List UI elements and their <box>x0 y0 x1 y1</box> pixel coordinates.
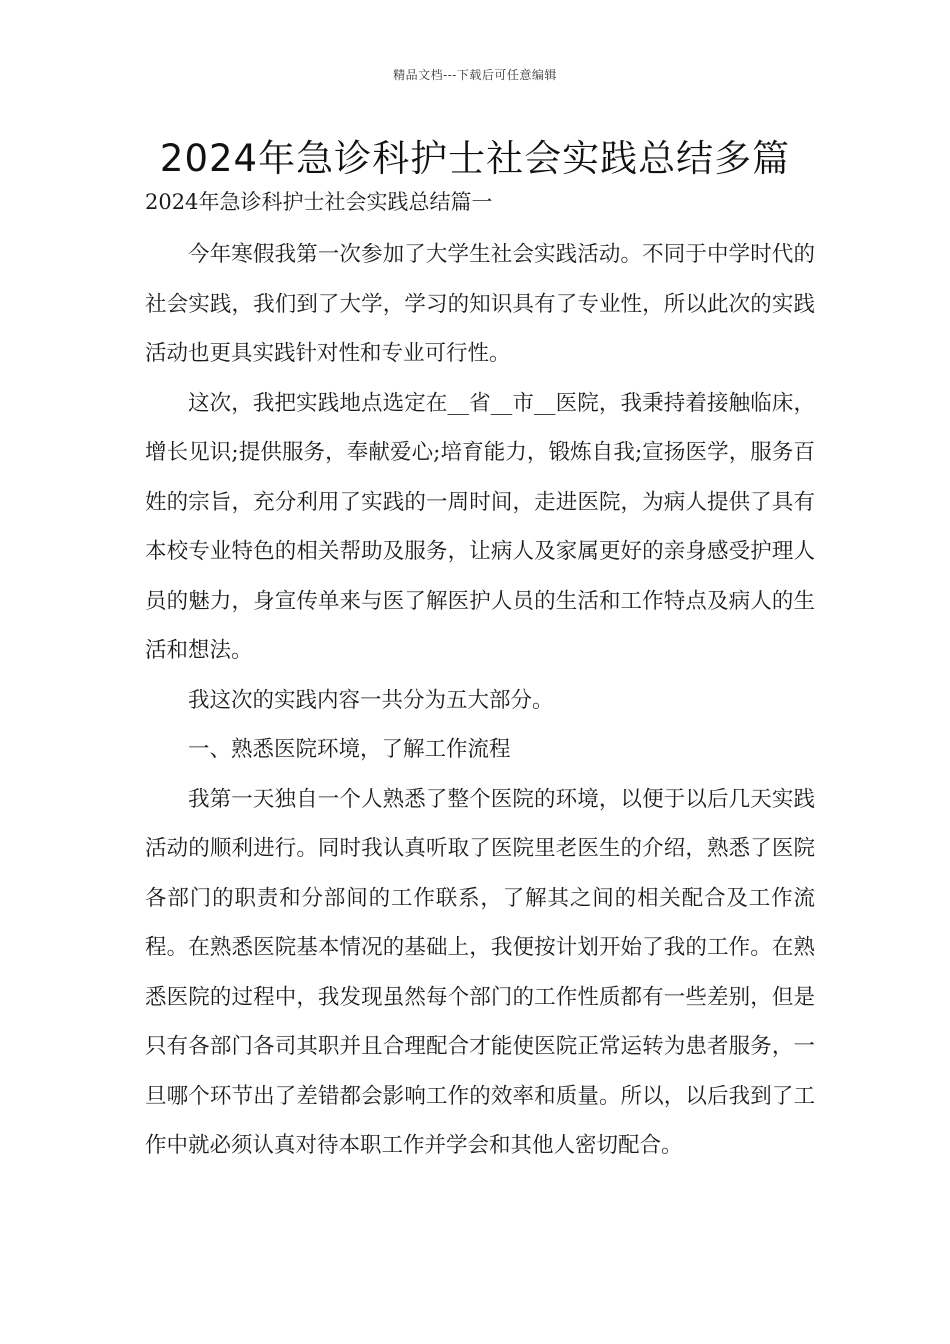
paragraph: 这次，我把实践地点选定在__省__市__医院，我秉持着接触临床，增长见识;提供服务，奉献爱心;培育能力，锻炼自我;宣扬医学，服务百姓的宗旨，充分利用了实践的一周时间，走进医院，为病人提供了具有本校专业特色的相关帮助及服务，让病人及家属更好的亲身感受护理人员的魅力，身宣传单来与医了解医护人员的生活和工作特点及病人的生活和想法。 <box>145 390 815 663</box>
section-subtitle: 2024年急诊科护士社会实践总结篇一 <box>145 190 493 214</box>
paragraph: 我第一天独自一个人熟悉了整个医院的环境，以便于以后几天实践活动的顺利进行。同时我认真听取了医院里老医生的介绍，熟悉了医院各部门的职责和分部间的工作联系，了解其之间的相关配合及工作流程。在熟悉医院基本情况的基础上，我便按计划开始了我的工作。在熟悉医院的过程中，我发现虽然每个部门的工作性质都有一些差别，但是只有各部门各司其职并且合理配合才能使医院正常运转为患者服务，一旦哪个环节出了差错都会影响工作的效率和质量。所以，以后我到了工作中就必须认真对待本职工作并学会和其他人密切配合。 <box>145 786 815 1158</box>
body-text <box>145 230 815 1171</box>
page-title: 2024年急诊科护士社会实践总结多篇 <box>159 137 791 180</box>
paragraph: 我这次的实践内容一共分为五大部分。 <box>188 687 554 713</box>
section-heading: 一、熟悉医院环境，了解工作流程 <box>188 737 511 762</box>
paragraph: 今年寒假我第一次参加了大学生社会实践活动。不同于中学时代的社会实践，我们到了大学，学习的知识具有了专业性，所以此次的实践活动也更具实践针对性和专业可行性。 <box>145 242 815 366</box>
header-note: 精品文档---下载后可任意编辑 <box>393 68 557 82</box>
